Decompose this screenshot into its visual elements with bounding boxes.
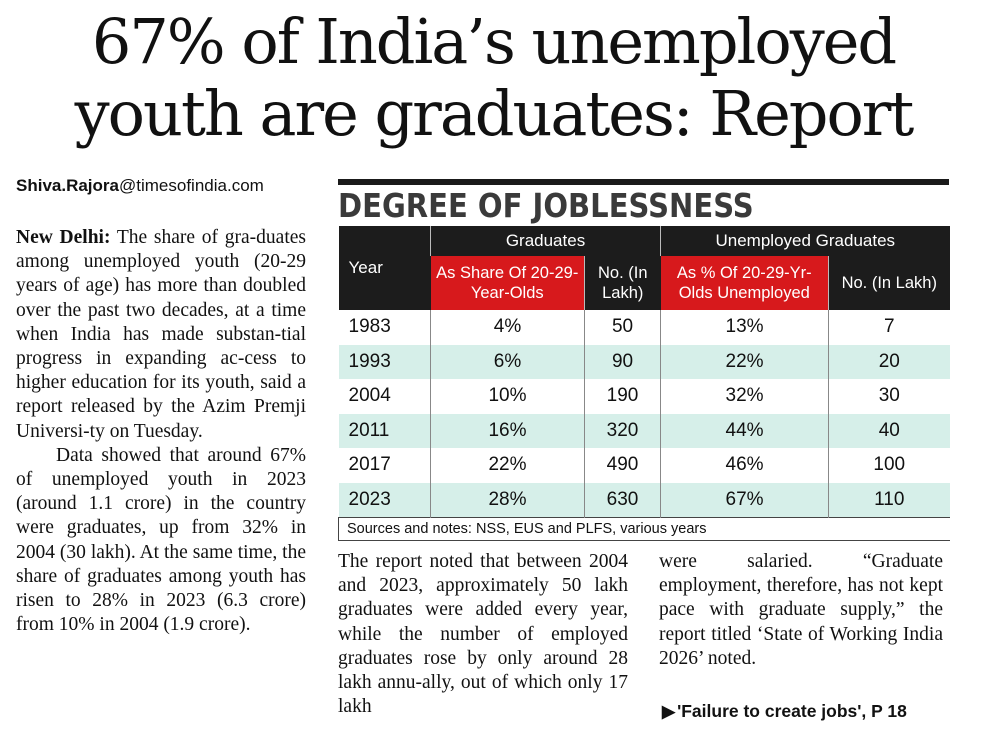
graduates-no-header: No. (In Lakh) — [585, 256, 661, 310]
unemployed-pct-cell: 67% — [661, 483, 829, 518]
share-cell: 16% — [431, 414, 585, 449]
article-right-column: were salaried. “Graduate employment, therefore, has not kept pace with graduate supply,” the report titled ‘State of Working India 2026’ noted. — [659, 551, 943, 669]
unemployed-graduates-header: Unemployed Graduates — [661, 226, 950, 256]
box-title: DEGREE OF JOBLESSNESS — [338, 186, 754, 225]
headline-line-1: 67% of India’s unemployed — [91, 5, 896, 78]
headline-line-2: youth are graduates: Report — [74, 77, 913, 150]
table-row — [339, 379, 950, 414]
graduates-no-cell: 90 — [585, 345, 661, 380]
unemployed-no-cell: 110 — [829, 483, 950, 518]
unemployed-no-cell: 40 — [829, 414, 950, 449]
box-top-rule — [338, 179, 949, 185]
year-cell: 1983 — [339, 310, 431, 345]
graduates-no-cell: 490 — [585, 448, 661, 483]
graduates-header: Graduates — [431, 226, 661, 256]
unemployed-no-cell: 20 — [829, 345, 950, 380]
unemployed-no-cell: 100 — [829, 448, 950, 483]
article-para-2: Data showed that around 67% of unemployed youth in 2023 (around 1.1 crore) in the country were graduates, up from 32% in 2004 (30 lakh). At the same time, the share of graduates among youth has risen to 28% in 2023 (6.3 crore) from 10% in 2004 (1.9 crore). — [16, 444, 306, 636]
unemployed-pct-cell: 22% — [661, 345, 829, 380]
year-cell: 2023 — [339, 483, 431, 518]
share-cell: 22% — [431, 448, 585, 483]
table-row — [339, 414, 950, 449]
share-cell: 4% — [431, 310, 585, 345]
byline-domain: @timesofindia.com — [119, 176, 264, 195]
share-cell: 28% — [431, 483, 585, 518]
table-row — [339, 345, 950, 380]
unemployed-no-header: No. (In Lakh) — [829, 256, 950, 310]
continue-teaser[interactable] — [662, 701, 907, 722]
article-mid-column: The report noted that between 2004 and 2023, approximately 50 lakh graduates were added every year, while the number of employed graduates rose by only around 28 lakh annu-ally, out of which only 17 lakh — [338, 551, 628, 718]
share-header: As Share Of 20-29-Year-Olds — [431, 256, 585, 310]
year-cell: 2017 — [339, 448, 431, 483]
byline-name: Shiva.Rajora — [16, 176, 119, 195]
unemployed-no-cell: 30 — [829, 379, 950, 414]
table-source-note: Sources and notes: NSS, EUS and PLFS, various years — [339, 518, 950, 541]
jobless-table — [338, 226, 950, 541]
table-row — [339, 448, 950, 483]
unemployed-pct-cell: 13% — [661, 310, 829, 345]
year-cell: 2011 — [339, 414, 431, 449]
graduates-no-cell: 50 — [585, 310, 661, 345]
share-cell: 6% — [431, 345, 585, 380]
graduates-no-cell: 190 — [585, 379, 661, 414]
article-para-1 — [16, 226, 306, 444]
dateline: New Delhi: — [16, 227, 111, 248]
graduates-no-cell: 630 — [585, 483, 661, 518]
unemployed-pct-header: As % Of 20-29-Yr-Olds Unemployed — [661, 256, 829, 310]
table-row — [339, 310, 950, 345]
headline — [0, 6, 987, 150]
unemployed-pct-cell: 44% — [661, 414, 829, 449]
year-cell: 2004 — [339, 379, 431, 414]
year-header: Year — [339, 226, 431, 310]
play-arrow-icon: ▶ — [662, 702, 676, 721]
article-left-column — [16, 226, 306, 637]
teaser-text: 'Failure to create jobs', P 18 — [677, 701, 907, 721]
year-cell: 1993 — [339, 345, 431, 380]
unemployed-pct-cell: 46% — [661, 448, 829, 483]
share-cell: 10% — [431, 379, 585, 414]
table-body — [339, 310, 950, 518]
byline — [16, 176, 264, 196]
para1-text: The share of gra-duates among unemployed youth (20-29 years of age) has more than doubled over the past two decades, at a time when India has made substan-tial progress in expanding ac-cess to higher education for its youth, said a report released by the Azim Premji Universi-ty on Tuesday. — [16, 227, 306, 442]
graduates-no-cell: 320 — [585, 414, 661, 449]
unemployed-no-cell: 7 — [829, 310, 950, 345]
table-row — [339, 483, 950, 518]
unemployed-pct-cell: 32% — [661, 379, 829, 414]
